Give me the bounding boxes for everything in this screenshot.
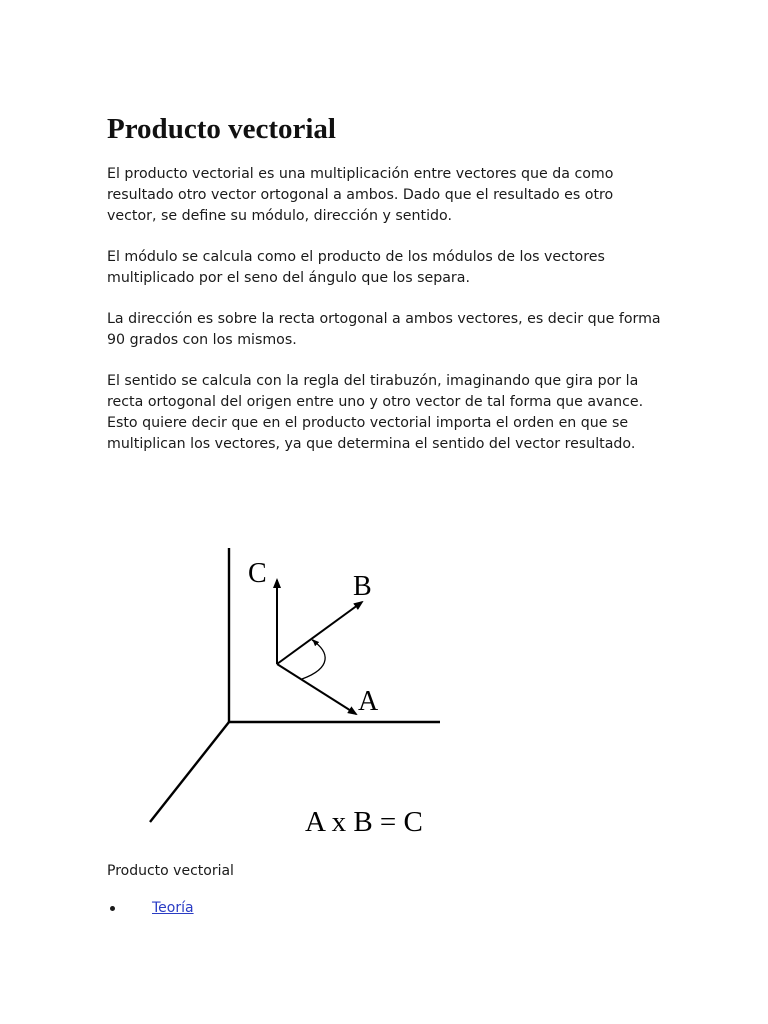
figure-caption: Producto vectorial — [107, 863, 234, 879]
equation: A x B = C — [305, 806, 423, 838]
page-title: Producto vectorial — [107, 113, 336, 145]
paragraph-intro: El producto vectorial es una multiplicación entre vectores que da como resultado otro vector ortogonal a ambos. Dado que el resultado es otro vector, se define su módulo, dirección y sentido. — [107, 166, 614, 224]
list-item — [131, 898, 194, 918]
rotation-arc-arrow — [313, 640, 317, 644]
rotation-arc — [302, 640, 325, 679]
cross-product-diagram — [140, 540, 450, 840]
axis-depth — [150, 722, 229, 822]
label-a: A — [358, 686, 379, 717]
paragraph-sentido: El sentido se calcula con la regla del tirabuzón, imaginando que gira por la recta ortogonal del origen entre uno y otro vector de tal forma que avance. Esto quiere decir que en el producto vectorial importa el orden en que se multiplican los vectores, ya que determina el sentido del vector resultado. — [107, 373, 644, 452]
label-c: C — [248, 558, 267, 589]
diagram-svg — [140, 540, 450, 840]
vector-b-arrow — [277, 602, 362, 664]
article — [107, 112, 667, 475]
paragraph-modulo: El módulo se calcula como el producto de los módulos de los vectores multiplicado por el seno del ángulo que los separa. — [107, 249, 605, 286]
link-teoria[interactable]: Teoría — [152, 900, 194, 916]
link-list — [107, 898, 194, 918]
label-b: B — [353, 571, 372, 602]
bullet-icon — [110, 906, 115, 911]
paragraph-direccion: La dirección es sobre la recta ortogonal a ambos vectores, es decir que forma 90 grados con los mismos. — [107, 311, 661, 348]
